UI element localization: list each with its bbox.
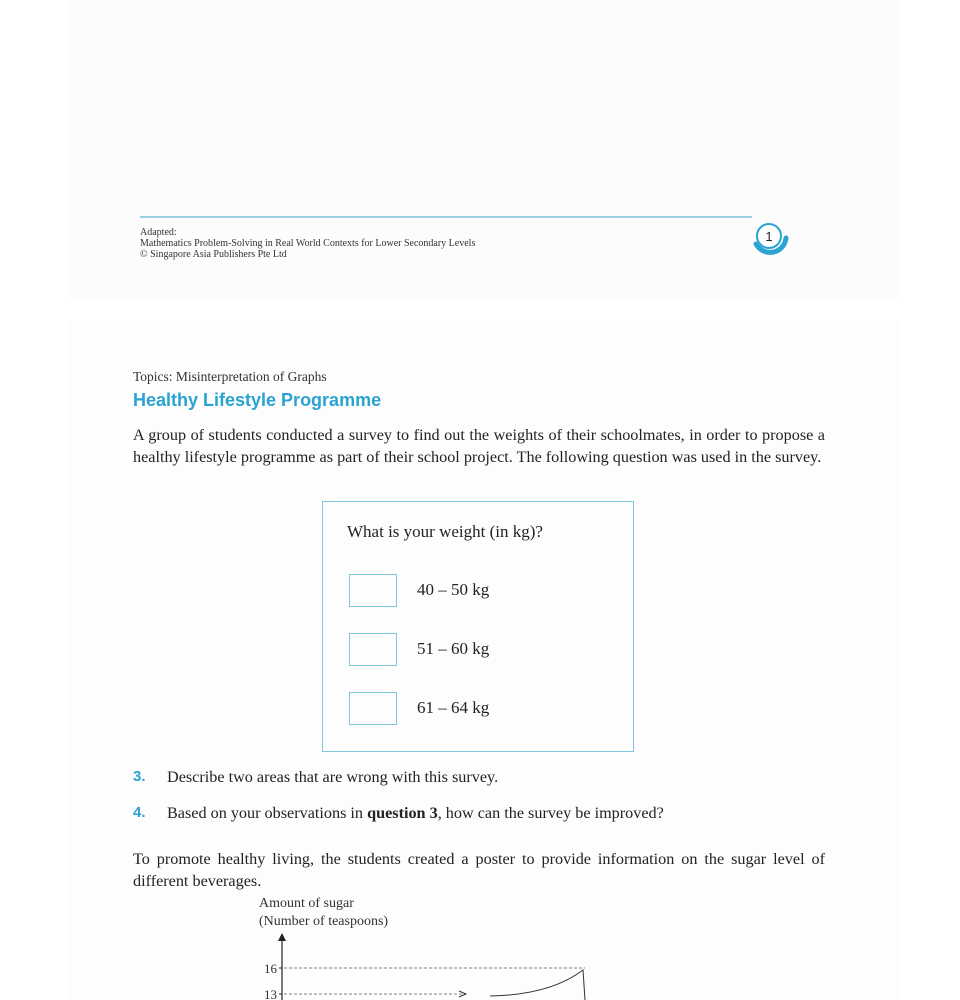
page-number-badge [750, 218, 790, 258]
y-axis-arrow [278, 933, 286, 941]
question-text-part: Describe two areas that are wrong with this survey. [167, 768, 499, 786]
option-checkbox[interactable] [349, 692, 397, 725]
y-tick-label: 16 [264, 961, 277, 976]
credit-line: © Singapore Asia Publishers Pte Ltd [140, 249, 287, 260]
chart-canvas [250, 895, 590, 1000]
option-label: 40 – 50 kg [417, 580, 490, 599]
page-title: Healthy Lifestyle Programme [133, 390, 382, 410]
question-text-part: , how can the survey be improved? [437, 804, 664, 822]
question-reference: question 3 [367, 804, 438, 822]
option-label: 51 – 60 kg [417, 639, 490, 658]
y-axis-sublabel: (Number of teaspoons) [259, 914, 389, 929]
topic-line: Topics: Misinterpretation of Graphs [133, 369, 327, 384]
credit-block [140, 227, 475, 260]
survey-question: What is your weight (in kg)? [347, 522, 543, 541]
beverage-outline [490, 970, 585, 1000]
intro-paragraph: A group of students conducted a survey to find out the weights of their schoolmates, in order to propose a healthy lifestyle programme as part of their school project. The following question was used in the survey. [133, 426, 825, 466]
y-tick-label: 13 [264, 987, 277, 1000]
option-label: 61 – 64 kg [417, 698, 490, 717]
question-text-part: Based on your observations in [167, 804, 368, 822]
question-number: 3. [133, 768, 146, 785]
sugar-chart [250, 895, 590, 1000]
header-rule [140, 216, 752, 218]
question-text [167, 804, 664, 823]
question-text [167, 768, 498, 787]
poster-paragraph: To promote healthy living, the students created a poster to provide information on the sugar level of different beverages. [133, 850, 825, 890]
page-number: 1 [765, 229, 773, 244]
question-number: 4. [133, 804, 146, 821]
y-axis-label: Amount of sugar [259, 896, 354, 911]
option-checkbox[interactable] [349, 633, 397, 666]
option-checkbox[interactable] [349, 574, 397, 607]
credit-line: Mathematics Problem-Solving in Real World Contexts for Lower Secondary Levels [140, 238, 476, 249]
credit-line: Adapted: [140, 227, 177, 238]
survey-card [322, 501, 634, 752]
